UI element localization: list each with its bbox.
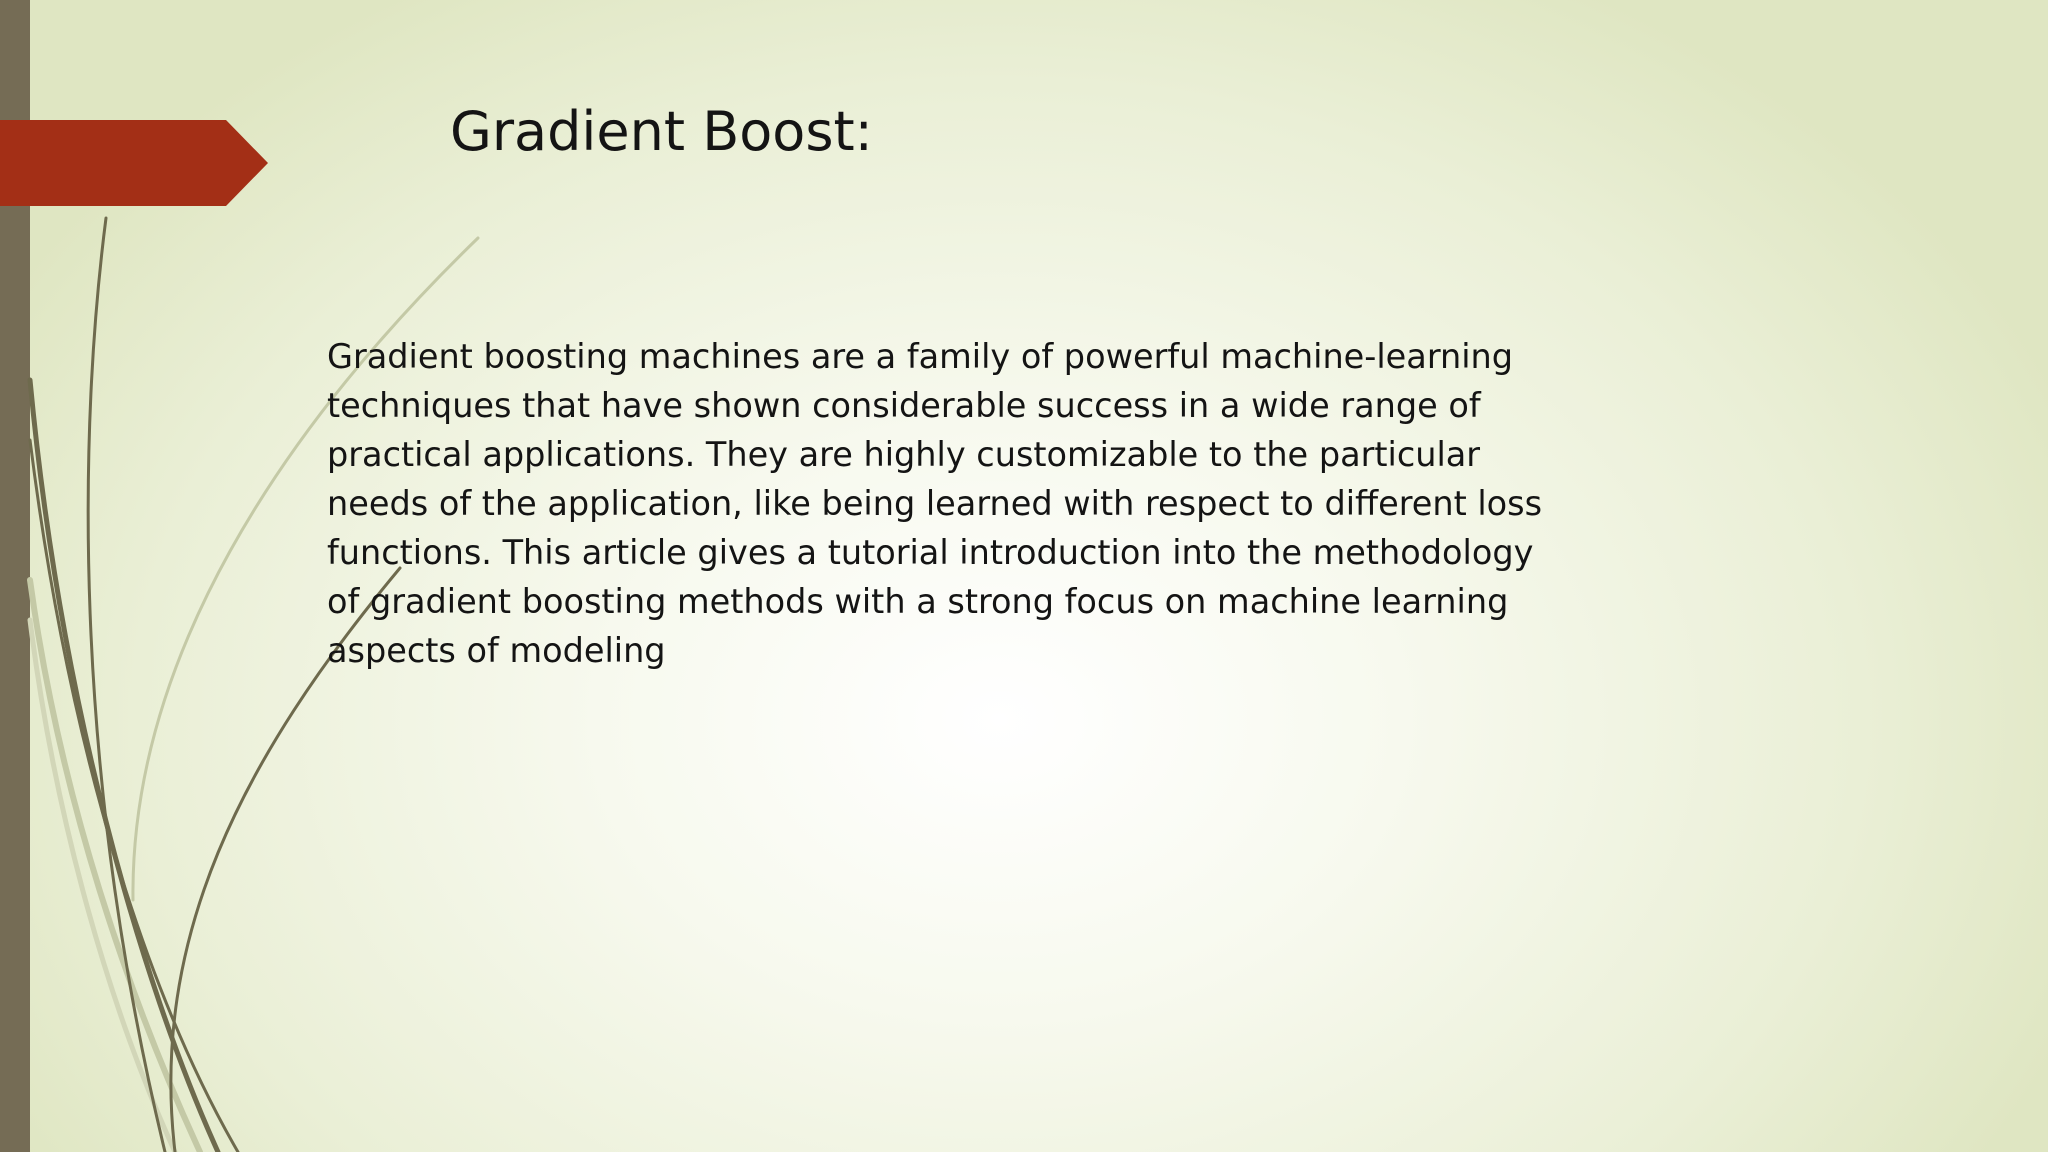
slide-body-text: Gradient boosting machines are a family of powerful machine-learning techniques that have shown considerable success in a wide range of practical applications. They are highly customizable to the particular needs of the application, like being learned with respect to different loss functions. This article gives a tutorial introduction into the methodology of gradient boosting methods with a strong focus on machine learning aspects of modeling [327, 337, 1543, 670]
title-tab-arrow [0, 120, 268, 206]
slide-title: Gradient Boost: [450, 100, 873, 163]
